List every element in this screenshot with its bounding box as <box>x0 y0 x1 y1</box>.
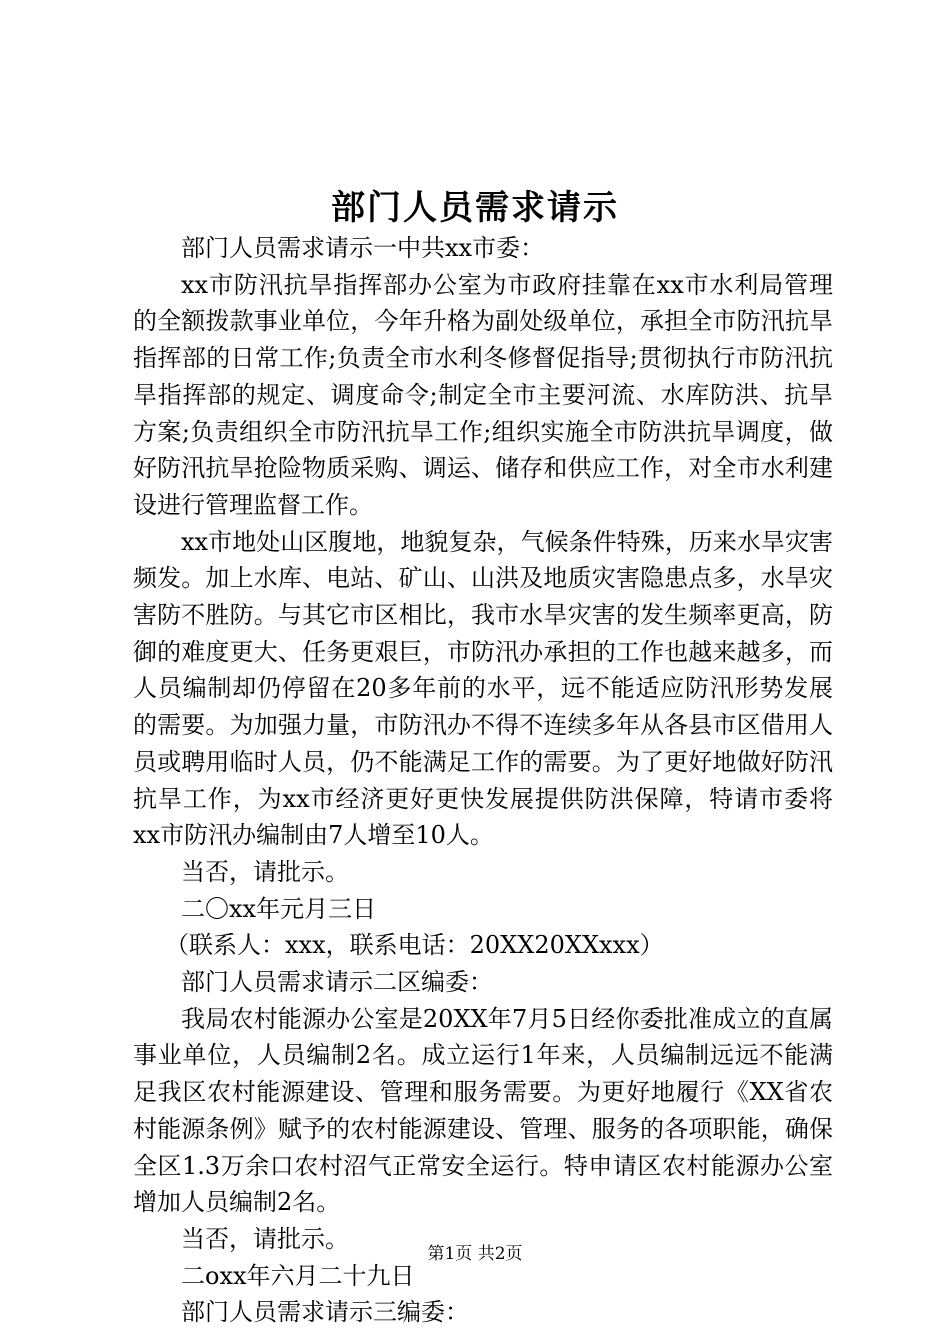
paragraph: 二〇xx年元月三日 <box>181 894 377 923</box>
paragraph: xx市地处山区腹地，地貌复杂，气候条件特殊，历来水旱灾害频发。加上水库、电站、矿山、山洪及地质灾害隐患点多，水旱灾害防不胜防。与其它市区相比，我市水旱灾害的发生频率更高，防御的难度更大、任务更艰巨，市防汛办承担的工作也越来越多，而人员编制却仍停留在20多年前的水平，远不能适应防汛形势发展的需要。为加强力量，市防汛办不得不连续多年从各县市区借用人员或聘用临时人员，仍不能满足工作的需要。为了更好地做好防汛抗旱工作，为xx市经济更好更快发展提供防洪保障，特请市委将xx市防汛办编制由7人增至10人。 <box>133 527 833 850</box>
paragraph: 二oxx年六月二十九日 <box>181 1261 415 1290</box>
paragraph: 我局农村能源办公室是20XX年7月5日经你委批准成立的直属事业单位，人员编制2名。成立运行1年来，人员编制远远不能满足我区农村能源建设、管理和服务需要。为更好地履行《XX省农村能源条例》赋予的农村能源建设、管理、服务的各项职能，确保全区1.3万余口农村沼气正常安全运行。特申请区农村能源办公室增加人员编制2名。 <box>133 1004 833 1217</box>
page-number-footer: 第1页 共2页 <box>427 1244 523 1264</box>
paragraph: 当否，请批示。 <box>181 857 349 886</box>
paragraph: 部门人员需求请示一中共xx市委： <box>181 234 545 262</box>
paragraph: xx市防汛抗旱指挥部办公室为市政府挂靠在xx市水利局管理的全额拨款事业单位，今年升格为副处级单位，承担全市防汛抗旱指挥部的日常工作;负责全市水利冬修督促指导;贯彻执行市防汛抗旱指挥部的规定、调度命令;制定全市主要河流、水库防洪、抗旱方案;负责组织全市防汛抗旱工作;组织实施全市防洪抗旱调度，做好防汛抗旱抢险物质采购、调运、储存和供应工作，对全市水利建设进行管理监督工作。 <box>133 270 833 519</box>
paragraph: 部门人员需求请示三编委： <box>181 1298 469 1327</box>
paragraph: 部门人员需求请示二区编委： <box>181 968 493 997</box>
document-title: 部门人员需求请示 <box>331 188 619 228</box>
document-body <box>133 230 833 1331</box>
paragraph: 当否，请批示。 <box>181 1224 349 1253</box>
paragraph: （联系人：xxx，联系电话：20XX20XXxxx） <box>165 931 664 960</box>
